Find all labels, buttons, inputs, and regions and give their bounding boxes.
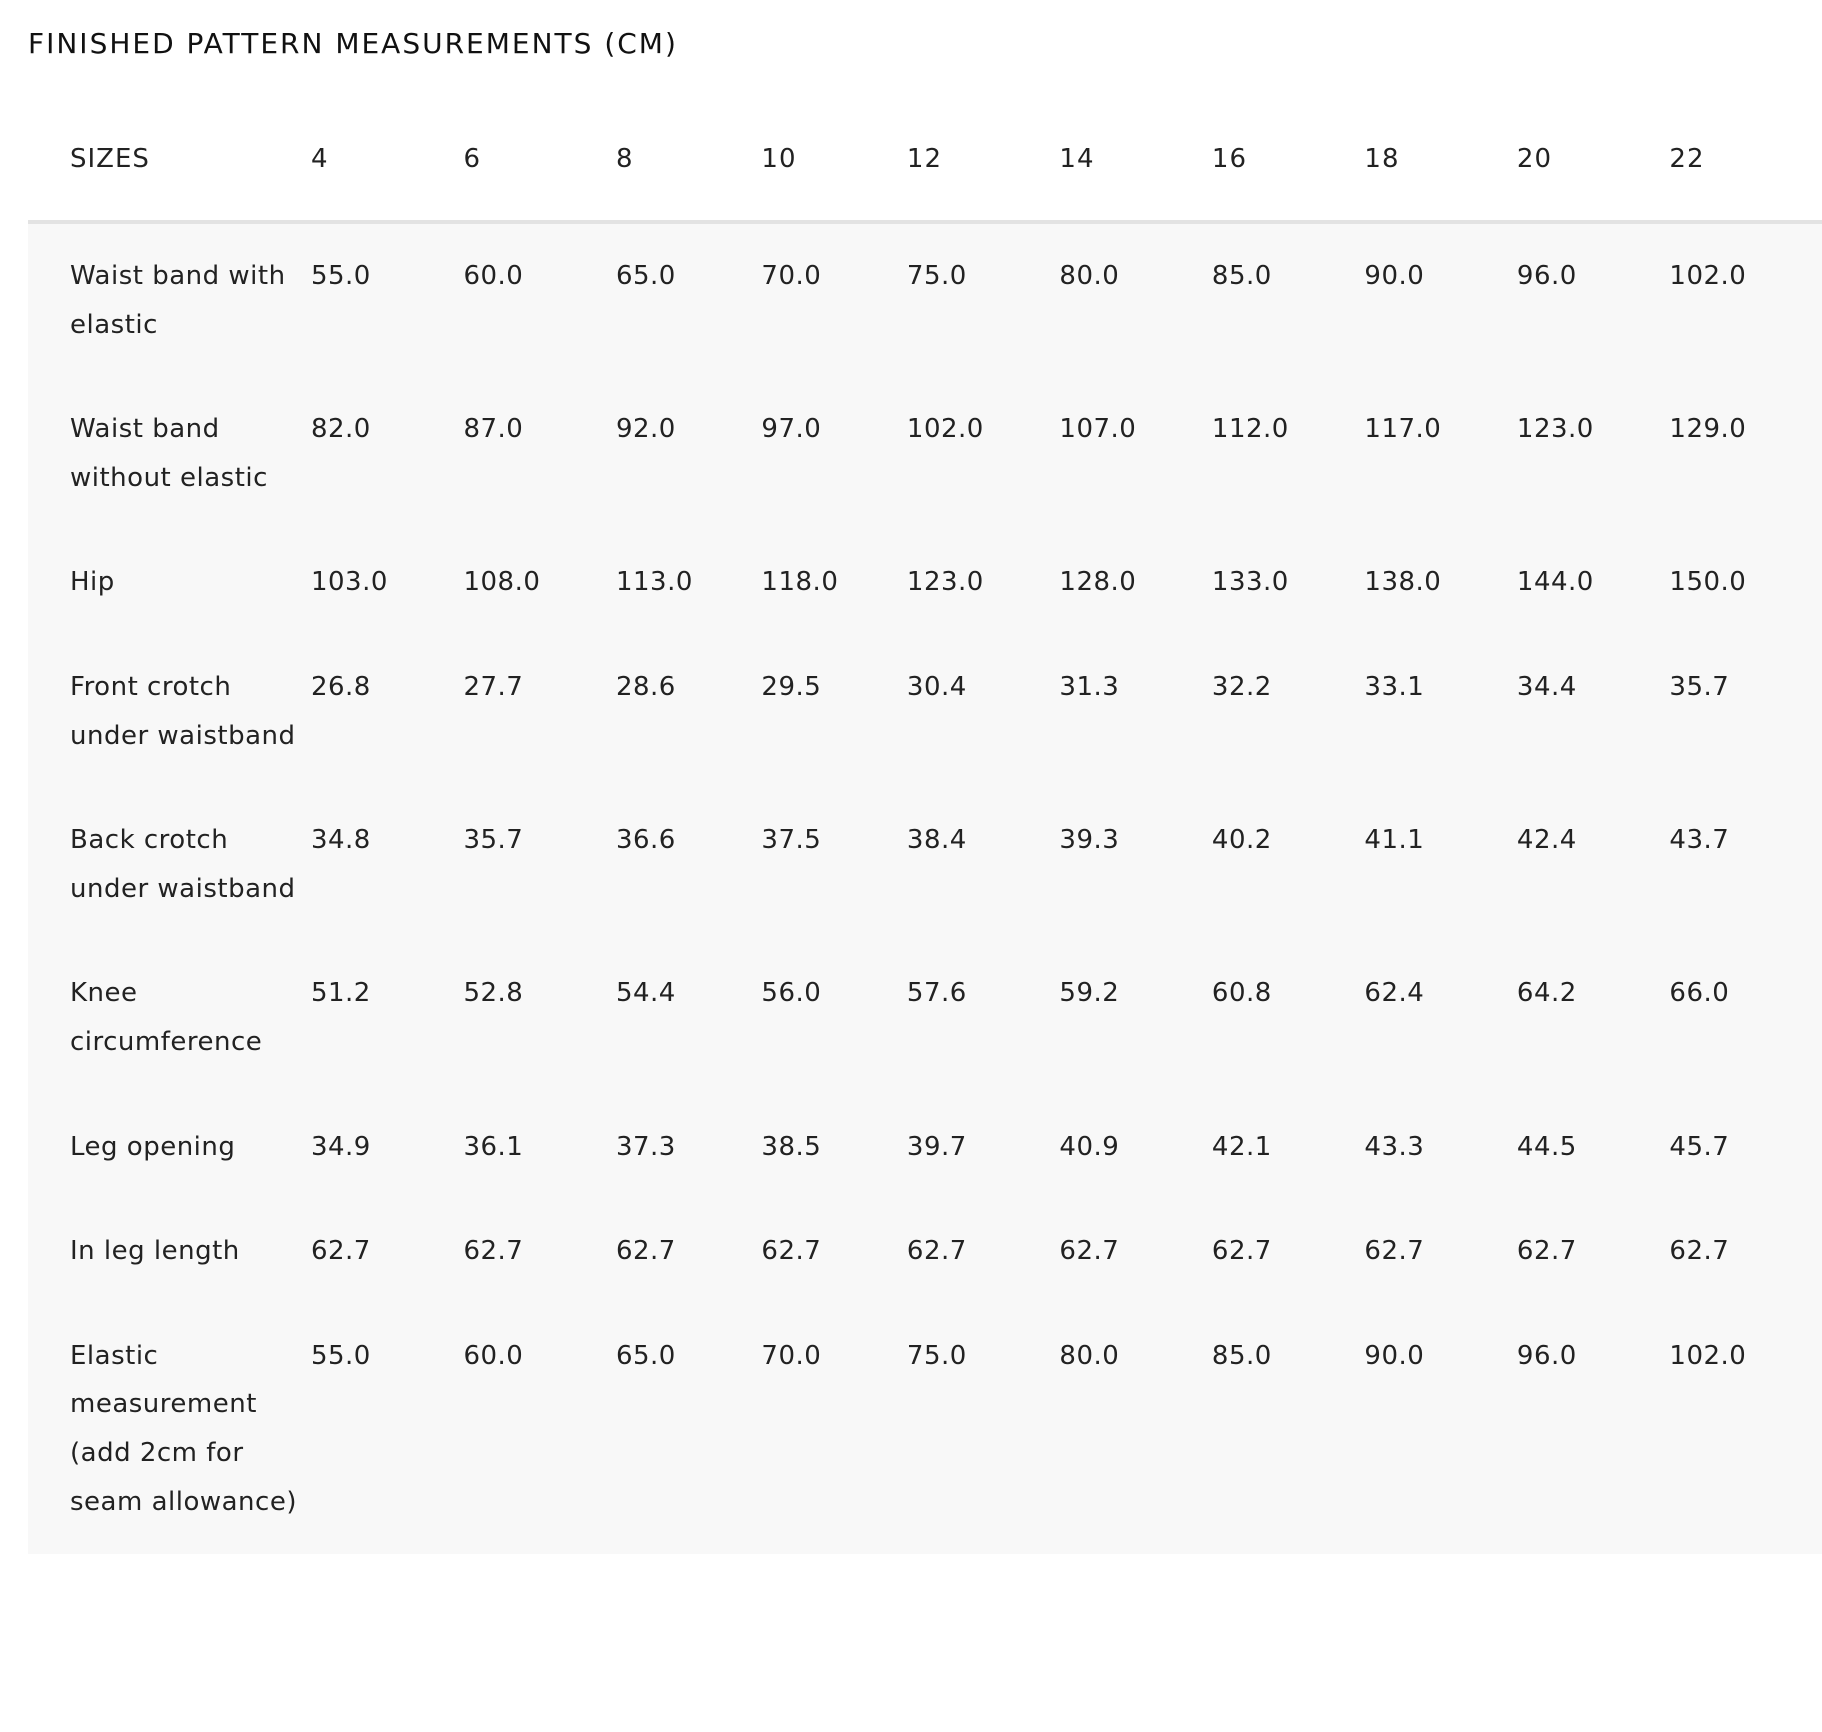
measurement-cell: 129.0 <box>1669 414 1747 445</box>
measurement-cell: 56.0 <box>761 978 822 1009</box>
measurement-cell: 62.7 <box>906 1236 967 1267</box>
measurement-cell: 62.4 <box>1364 978 1425 1009</box>
measurement-cell: 123.0 <box>906 567 984 598</box>
table-body <box>28 222 1822 1554</box>
measurement-cell: 62.7 <box>1364 1236 1425 1267</box>
measurement-cell: 75.0 <box>906 1340 967 1371</box>
measurement-cell: 62.7 <box>310 1236 371 1267</box>
size-header: 10 <box>761 98 906 222</box>
table-row <box>28 788 1822 941</box>
measurement-cell: 70.0 <box>761 261 822 291</box>
measurement-cell: 82.0 <box>310 414 371 445</box>
measurement-cell: 35.7 <box>463 825 524 856</box>
row-label: Hip <box>70 567 115 598</box>
measurement-cell: 31.3 <box>1059 671 1120 702</box>
measurement-cell: 43.3 <box>1364 1131 1425 1162</box>
measurement-cell: 133.0 <box>1211 567 1289 598</box>
measurement-cell: 39.7 <box>906 1131 967 1162</box>
measurement-cell: 34.9 <box>310 1131 371 1162</box>
measurement-cell: 97.0 <box>761 414 822 445</box>
measurement-cell: 39.3 <box>1059 825 1120 856</box>
measurement-cell: 80.0 <box>1059 261 1120 291</box>
measurement-cell: 34.4 <box>1516 671 1577 702</box>
measurement-cell: 102.0 <box>906 414 984 445</box>
measurement-cell: 87.0 <box>463 414 524 445</box>
sizes-header: SIZES <box>28 98 311 222</box>
measurement-cell: 35.7 <box>1669 671 1730 702</box>
measurement-cell: 92.0 <box>615 414 676 445</box>
header-row <box>28 98 1822 222</box>
measurement-cell: 37.3 <box>615 1131 676 1162</box>
row-label: Elastic measurement (add 2cm for seam allowance) <box>70 1340 297 1517</box>
table-row <box>28 377 1822 530</box>
measurement-cell: 150.0 <box>1669 567 1747 598</box>
measurements-table-container <box>28 98 1822 1554</box>
measurement-cell: 30.4 <box>906 671 967 702</box>
measurement-cell: 36.1 <box>463 1131 524 1162</box>
measurement-cell: 144.0 <box>1516 567 1594 598</box>
measurement-cell: 128.0 <box>1059 567 1137 598</box>
measurement-cell: 27.7 <box>463 671 524 702</box>
measurement-cell: 51.2 <box>310 978 371 1009</box>
measurement-cell: 112.0 <box>1211 414 1289 445</box>
measurement-cell: 85.0 <box>1211 261 1272 291</box>
table-row <box>28 941 1822 1094</box>
size-header: 20 <box>1517 98 1670 222</box>
measurement-cell: 34.8 <box>310 825 371 856</box>
measurement-cell: 80.0 <box>1059 1340 1120 1371</box>
table-row <box>28 1304 1822 1554</box>
measurement-cell: 123.0 <box>1516 414 1594 445</box>
measurement-cell: 62.7 <box>463 1236 524 1267</box>
measurement-cell: 54.4 <box>615 978 676 1009</box>
measurement-cell: 55.0 <box>310 1340 371 1371</box>
measurement-cell: 62.7 <box>615 1236 676 1267</box>
row-label: Knee circumference <box>70 978 263 1057</box>
measurement-cell: 90.0 <box>1364 1340 1425 1371</box>
measurement-cell: 26.8 <box>310 671 371 702</box>
size-header: 12 <box>907 98 1060 222</box>
measurement-cell: 52.8 <box>463 978 524 1009</box>
measurement-cell: 102.0 <box>1669 261 1747 291</box>
measurement-cell: 66.0 <box>1669 978 1730 1009</box>
page-title: FINISHED PATTERN MEASUREMENTS (CM) <box>28 27 678 60</box>
measurement-cell: 37.5 <box>761 825 822 856</box>
measurement-cell: 96.0 <box>1516 261 1577 291</box>
measurement-cell: 64.2 <box>1516 978 1577 1009</box>
size-header: 8 <box>616 98 761 222</box>
measurement-cell: 96.0 <box>1516 1340 1577 1371</box>
measurement-cell: 40.9 <box>1059 1131 1120 1162</box>
measurement-cell: 32.2 <box>1211 671 1272 702</box>
size-header: 22 <box>1669 98 1822 222</box>
measurement-cell: 75.0 <box>906 261 967 291</box>
measurement-cell: 36.6 <box>615 825 676 856</box>
table-row <box>28 222 1822 377</box>
size-header: 6 <box>463 98 616 222</box>
measurement-cell: 138.0 <box>1364 567 1442 598</box>
row-label: Front crotch under waistband <box>70 671 296 751</box>
measurement-cell: 45.7 <box>1669 1131 1730 1162</box>
measurement-cell: 38.4 <box>906 825 967 856</box>
measurement-cell: 60.0 <box>463 261 524 291</box>
row-label: Leg opening <box>70 1131 236 1162</box>
measurement-cell: 90.0 <box>1364 261 1425 291</box>
measurement-cell: 65.0 <box>615 261 676 291</box>
measurement-cell: 62.7 <box>761 1236 822 1267</box>
measurement-cell: 65.0 <box>615 1340 676 1371</box>
measurement-cell: 113.0 <box>615 567 693 598</box>
row-label: Waist band with elastic <box>70 261 286 340</box>
measurement-cell: 70.0 <box>761 1340 822 1371</box>
table-row <box>28 1095 1822 1200</box>
table-row <box>28 1199 1822 1304</box>
measurement-cell: 60.8 <box>1211 978 1272 1009</box>
measurement-cell: 62.7 <box>1059 1236 1120 1267</box>
size-header: 14 <box>1059 98 1212 222</box>
measurement-cell: 28.6 <box>615 671 676 702</box>
size-header: 18 <box>1364 98 1517 222</box>
size-header: 4 <box>311 98 464 222</box>
measurement-cell: 107.0 <box>1059 414 1137 445</box>
measurement-cell: 60.0 <box>463 1340 524 1371</box>
measurement-cell: 117.0 <box>1364 414 1442 445</box>
measurement-cell: 42.1 <box>1211 1131 1272 1162</box>
measurement-cell: 103.0 <box>310 567 388 598</box>
measurement-cell: 62.7 <box>1516 1236 1577 1267</box>
row-label: In leg length <box>70 1236 240 1267</box>
measurement-cell: 29.5 <box>761 671 822 702</box>
measurement-cell: 62.7 <box>1669 1236 1730 1267</box>
size-header: 16 <box>1212 98 1365 222</box>
measurement-cell: 118.0 <box>761 567 839 598</box>
measurement-cell: 85.0 <box>1211 1340 1272 1371</box>
measurement-cell: 108.0 <box>463 567 541 598</box>
measurement-cell: 102.0 <box>1669 1340 1747 1371</box>
measurements-table <box>28 98 1822 1554</box>
measurement-cell: 55.0 <box>310 261 371 291</box>
measurement-cell: 38.5 <box>761 1131 822 1162</box>
measurement-cell: 59.2 <box>1059 978 1120 1009</box>
row-label: Back crotch under waistband <box>70 825 296 904</box>
table-row <box>28 635 1822 788</box>
measurement-cell: 62.7 <box>1211 1236 1272 1267</box>
measurement-cell: 40.2 <box>1211 825 1272 856</box>
table-row <box>28 530 1822 635</box>
measurement-cell: 41.1 <box>1364 825 1425 856</box>
measurement-cell: 57.6 <box>906 978 967 1009</box>
measurement-cell: 43.7 <box>1669 825 1730 856</box>
measurement-cell: 42.4 <box>1516 825 1577 856</box>
measurement-cell: 44.5 <box>1516 1131 1577 1162</box>
measurement-cell: 33.1 <box>1364 671 1425 702</box>
row-label: Waist band without elastic <box>70 414 268 493</box>
